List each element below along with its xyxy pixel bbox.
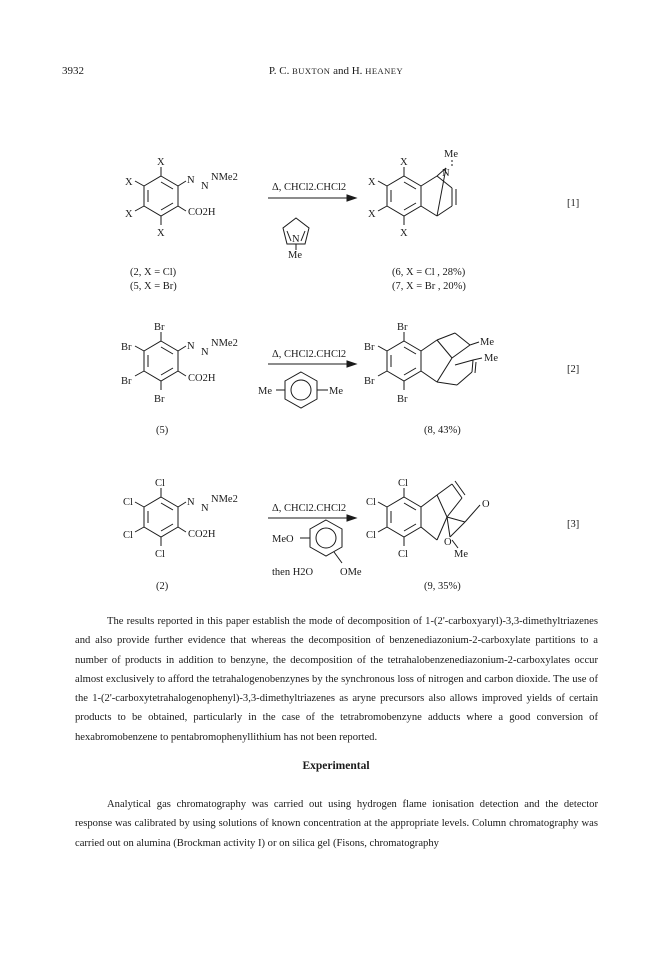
r1-atom-x4: X [157,228,165,239]
paragraph-experimental: Analytical gas chromatography was carried out using hydrogen flame ionisation detection and the detector response was calibrated by using solutions of known concentration at the appropriate levels. Column chromatography was carried out on alumina (Brockman activity I) or on silica gel (Fisons, chromatography [75,799,598,849]
p2-br3: Br [364,376,375,387]
r3-co2h: CO2H [188,529,216,540]
r2-co2h: CO2H [188,373,216,384]
p3-ether-o: O [444,537,452,548]
p1-n: N [442,168,450,179]
r3-atom-cl4: Cl [155,549,165,560]
p1-x2: X [368,177,376,188]
r3-atom-cl3: Cl [123,530,133,541]
r2-atom-br4: Br [154,394,165,405]
r3-atom-cl2: Cl [123,497,133,508]
r1-nme2: NMe2 [211,172,238,183]
r1-atom-n1: N [187,175,195,186]
r1-co2h: CO2H [188,207,216,218]
r2-atom-n2: N [201,347,209,358]
p2-me1: Me [480,337,494,348]
r2-number: [2] [567,364,580,375]
r3-number: [3] [567,519,580,530]
r2-atom-n1: N [187,341,195,352]
page-number: 3932 [62,65,84,77]
p2-br1: Br [397,322,408,333]
r1-atom-n2: N [201,181,209,192]
p3-ketone-o: O [482,499,490,510]
p3-cl2: Cl [366,497,376,508]
xylene-me-right: Me [329,386,343,397]
anisole-ome: OMe [340,567,362,578]
r1-atom-x1: X [157,157,165,168]
p1-x3: X [368,209,376,220]
r3-product-label: (9, 35%) [424,581,461,592]
p3-cl1: Cl [398,478,408,489]
p3-cl3: Cl [366,530,376,541]
r2-atom-br3: Br [121,376,132,387]
r2-product-label: (8, 43%) [424,425,461,436]
r2-nme2: NMe2 [211,338,238,349]
section-heading: Experimental [302,760,370,772]
r1-atom-x2: X [125,177,133,188]
r3-reactant-label: (2) [156,581,169,592]
p2-br2: Br [364,342,375,353]
r3-nme2: NMe2 [211,494,238,505]
anisole-ring [310,520,342,556]
xylene-me-left: Me [258,386,272,397]
r1-product-label-2: (7, X = Br , 20%) [392,281,466,292]
r1-reactant-label-1: (2, X = Cl) [130,267,177,278]
r1-reactant-label-2: (5, X = Br) [130,281,177,292]
xylene-ring [285,372,317,408]
anisole-meo: MeO [272,534,294,545]
r1-product-label-1: (6, X = Cl , 28%) [392,267,466,278]
running-head-mid: and H. [330,65,366,77]
r3-atom-n2: N [201,503,209,514]
r1-number: [1] [567,198,580,209]
pyrrole-n: N [292,234,300,245]
p3-me: Me [454,549,468,560]
r1-atom-x3: X [125,209,133,220]
paragraph-results: The results reported in this paper establish the mode of decomposition of 1-(2'-carboxyaryl)-3,3-dimethyltriazenes and also provide further evidence that whereas the decomposition of benzenediazonium-2-carboxylate partitions to a number of products in addition to benzyne, the decomposition of the tetrahalobenzenediazonium-2-carboxylates occur almost exclusively to afford the tetrahalogenobenzynes by the synchronous loss of nitrogen and carbon dioxide. The use of the 1-(2'-carboxytetrahalogenophenyl)-3,3-dimethyltriazenes as aryne precursors also allows improved yields of certain products to be obtained, particularly in the case of the tetrabromobenzyne adducts where a good conversion of hexabromobenzene to pentabromophenyllithium has not been reported. [75,616,598,743]
p3-cl4: Cl [398,549,408,560]
p2-me2: Me [484,353,498,364]
r1-conditions: Δ, CHCl2.CHCl2 [272,182,347,193]
p1-x1: X [400,157,408,168]
p2-br4: Br [397,394,408,405]
p1-me: Me [444,149,458,160]
r2-reactant-label: (5) [156,425,169,436]
r3-conditions: Δ, CHCl2.CHCl2 [272,503,347,514]
running-head-pre: P. C. [268,65,293,77]
r2-conditions: Δ, CHCl2.CHCl2 [272,349,347,360]
p1-x4: X [400,228,408,239]
r3-atom-cl1: Cl [155,478,165,489]
pyrrole-me: Me [288,250,302,261]
author-1-surname: BUXTON [292,66,331,76]
author-2-surname: HEANEY [365,66,404,76]
r3-atom-n1: N [187,497,195,508]
r2-atom-br2: Br [121,342,132,353]
r2-atom-br1: Br [154,322,165,333]
r3-then: then H2O [272,567,314,578]
